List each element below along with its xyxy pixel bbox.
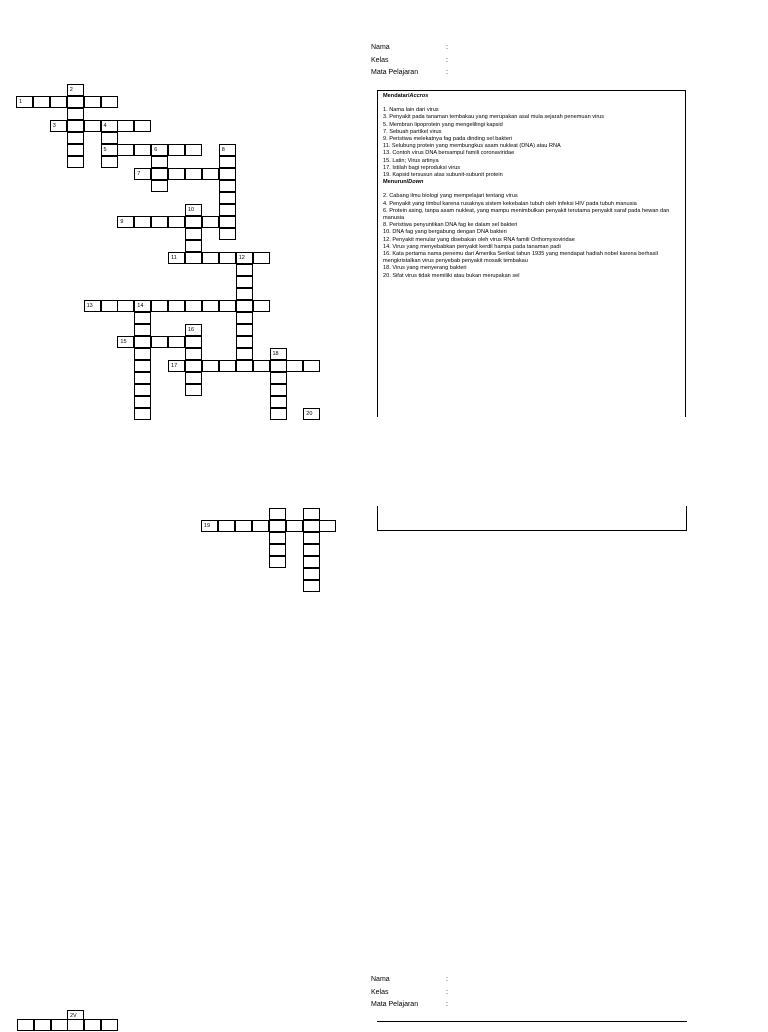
crossword-cell[interactable]	[219, 300, 236, 312]
crossword-cell[interactable]	[236, 348, 253, 360]
clue-number: 12	[238, 255, 245, 261]
crossword-cell[interactable]	[185, 168, 202, 180]
crossword-cell[interactable]	[101, 1019, 118, 1031]
clue-number: 15	[120, 339, 127, 345]
across-clue: 15. Latin; Virus artinya	[383, 157, 439, 164]
crossword-cell[interactable]	[270, 408, 287, 420]
subject-label: Mata Pelajaran	[371, 69, 419, 76]
class-label: Kelas	[371, 988, 389, 996]
crossword-cell[interactable]	[319, 520, 336, 532]
across-clue: 11. Selubung protein yang membungkus asam nukleat (DNA) atau RNA	[383, 143, 561, 150]
name-separator: :	[446, 976, 448, 983]
class-separator: :	[446, 56, 448, 64]
name-label: Nama	[371, 44, 390, 51]
crossword-cell[interactable]	[202, 168, 219, 180]
crossword-cell[interactable]	[185, 372, 202, 384]
across-clue: 3. Penyakit pada tanaman tembakau yang merupakan asal mula sejarah penemuan virus	[383, 114, 605, 121]
down-clue-list	[383, 193, 680, 279]
crossword-cell[interactable]	[219, 192, 236, 204]
crossword-cell[interactable]	[303, 532, 320, 544]
across-clue: 5. Membran lipoprotein yang mengelilingi kapsid	[383, 121, 503, 128]
across-clue-list	[383, 107, 680, 179]
crossword-cell[interactable]	[202, 300, 219, 312]
crossword-cell[interactable]	[84, 120, 101, 132]
crossword-cell[interactable]	[117, 300, 134, 312]
crossword-cell[interactable]	[218, 520, 235, 532]
name-separator: :	[446, 44, 448, 51]
clue-number: 2V	[70, 1013, 77, 1019]
crossword-cell[interactable]	[219, 360, 236, 372]
crossword-cell[interactable]	[269, 508, 286, 520]
crossword-cell[interactable]	[51, 1019, 68, 1031]
clue-number: 13	[86, 303, 93, 309]
crossword-cell[interactable]	[168, 300, 185, 312]
crossword-cell[interactable]	[67, 1019, 84, 1031]
across-clue: 7. Sebuah partikel virus	[383, 128, 442, 135]
clue-number: 20	[306, 411, 313, 417]
across-clue: 9. Peristiwa melekatnya fag pada dinding sel bakteri	[383, 136, 513, 143]
clue-number: 5	[103, 147, 107, 153]
crossword-cell[interactable]	[219, 168, 236, 180]
clue-number: 14	[137, 303, 144, 309]
crossword-cell[interactable]	[185, 228, 202, 240]
crossword-cell[interactable]	[270, 372, 287, 384]
crossword-cell[interactable]	[253, 360, 270, 372]
crossword-cell[interactable]	[303, 580, 320, 592]
clues-panel-next-page	[377, 1021, 687, 1032]
down-clue: 12. Penyakit menular yang disebakan oleh virus RNA famili Orthomyxoviridae	[383, 236, 575, 243]
subject-separator: :	[446, 69, 448, 76]
across-clue: 19. Kapsid tersusun atas subunit-subunit protein	[383, 172, 503, 179]
crossword-cell[interactable]	[67, 108, 84, 120]
crossword-cell[interactable]	[270, 396, 287, 408]
crossword-cell[interactable]	[185, 300, 202, 312]
clue-number: 7	[137, 171, 141, 177]
crossword-cell[interactable]	[84, 96, 101, 108]
down-heading: Menurun/Down	[383, 179, 424, 186]
subject-separator: :	[446, 1001, 448, 1008]
crossword-cell[interactable]	[236, 300, 253, 312]
crossword-cell[interactable]	[269, 532, 286, 544]
crossword-cell[interactable]	[168, 168, 185, 180]
down-clue: 6. Protein asing, tanpa asam nukleat, yang mampu menimbulkan penyakit terutama penyakit saraf pada hewan dan manusia	[383, 207, 670, 222]
crossword-cell[interactable]	[67, 132, 84, 144]
crossword-cell[interactable]	[202, 252, 219, 264]
crossword-cell[interactable]	[34, 1019, 51, 1031]
across-clue: 1. Nama lain dari virus	[383, 107, 439, 114]
crossword-cell[interactable]	[168, 144, 185, 156]
crossword-cell[interactable]	[303, 544, 320, 556]
crossword-cell[interactable]	[270, 384, 287, 396]
down-clue: 18. Virus yang menyerang bakteri	[383, 265, 467, 272]
down-clue: 20. Sifat virus tidak memiliki atau bukan merupakan sel	[383, 272, 520, 279]
crossword-cell[interactable]	[151, 180, 168, 192]
crossword-cell[interactable]	[151, 216, 168, 228]
crossword-cell[interactable]	[117, 144, 134, 156]
crossword-cell[interactable]	[270, 360, 287, 372]
crossword-cell[interactable]	[303, 568, 320, 580]
crossword-cell[interactable]	[151, 156, 168, 168]
crossword-cell[interactable]	[236, 264, 253, 276]
crossword-cell[interactable]	[303, 360, 320, 372]
clue-number: 18	[272, 351, 279, 357]
crossword-cell[interactable]	[185, 240, 202, 252]
across-clue: 13. Contoh virus DNA bersampul famili coronaviridae	[383, 150, 515, 157]
crossword-cell[interactable]	[84, 1019, 101, 1031]
crossword-cell[interactable]	[67, 156, 84, 168]
crossword-cell[interactable]	[134, 336, 151, 348]
crossword-cell[interactable]	[303, 508, 320, 520]
crossword-cell[interactable]	[236, 312, 253, 324]
crossword-cell[interactable]	[101, 96, 118, 108]
crossword-cell[interactable]	[17, 1019, 34, 1031]
crossword-cell[interactable]	[185, 252, 202, 264]
class-label: Kelas	[371, 56, 389, 64]
crossword-cell[interactable]	[269, 520, 286, 532]
clue-number: 4	[103, 123, 107, 129]
crossword-cell[interactable]	[134, 396, 151, 408]
crossword-cell[interactable]	[134, 312, 151, 324]
crossword-cell[interactable]	[303, 556, 320, 568]
clue-number: 2	[69, 87, 73, 93]
clue-number: 6	[154, 147, 158, 153]
crossword-cell[interactable]	[185, 348, 202, 360]
clue-number: 17	[171, 363, 178, 369]
crossword-cell[interactable]	[219, 216, 236, 228]
crossword-cell[interactable]	[67, 120, 84, 132]
across-clue: 17. Istilah bagi reproduksi virus	[383, 164, 461, 171]
crossword-cell[interactable]	[134, 408, 151, 420]
crossword-cell[interactable]	[101, 132, 118, 144]
crossword-cell[interactable]	[134, 216, 151, 228]
down-clue: 8. Peristiwa penyuntikan DNA fag ke dalam sel bakteri	[383, 222, 518, 229]
class-separator: :	[446, 988, 448, 996]
crossword-cell[interactable]	[134, 324, 151, 336]
clues-panel-bottom	[377, 506, 687, 531]
crossword-cell[interactable]	[185, 384, 202, 396]
crossword-cell[interactable]	[219, 204, 236, 216]
down-clue: 10. DNA fag yang bergabung dengan DNA bakteri	[383, 229, 507, 236]
crossword-cell[interactable]	[185, 336, 202, 348]
down-clue: 4. Penyakit yang timbul karena rusaknya sistem kekebalan tubuh oleh infeksi HIV pada tubuh manusia	[383, 200, 637, 207]
crossword-cell[interactable]	[236, 360, 253, 372]
crossword-cell[interactable]	[236, 324, 253, 336]
crossword-cell[interactable]	[286, 360, 303, 372]
clue-number: 1	[19, 99, 23, 105]
crossword-cell[interactable]	[101, 300, 118, 312]
crossword-cell[interactable]	[134, 120, 151, 132]
crossword-cell[interactable]	[134, 372, 151, 384]
crossword-cell[interactable]	[236, 276, 253, 288]
name-label: Nama	[371, 976, 390, 983]
crossword-cell[interactable]	[151, 168, 168, 180]
crossword-cell[interactable]	[202, 360, 219, 372]
crossword-cell[interactable]	[134, 144, 151, 156]
crossword-cell[interactable]	[269, 544, 286, 556]
crossword-cell[interactable]	[219, 252, 236, 264]
crossword-cell[interactable]	[33, 96, 50, 108]
crossword-cell[interactable]	[219, 156, 236, 168]
clue-number: 16	[188, 327, 195, 333]
crossword-cell[interactable]	[219, 228, 236, 240]
crossword-cell[interactable]	[235, 520, 252, 532]
crossword-cell[interactable]	[151, 336, 168, 348]
crossword-cell[interactable]	[253, 252, 270, 264]
clue-number: 9	[120, 219, 124, 225]
crossword-cell[interactable]	[50, 96, 67, 108]
clue-number: 19	[204, 523, 211, 529]
crossword-cell[interactable]	[286, 520, 303, 532]
crossword-cell[interactable]	[168, 216, 185, 228]
crossword-cell[interactable]	[236, 288, 253, 300]
crossword-cell[interactable]	[252, 520, 269, 532]
crossword-cell[interactable]	[151, 300, 168, 312]
crossword-cell[interactable]	[134, 360, 151, 372]
crossword-cell[interactable]	[202, 216, 219, 228]
crossword-cell[interactable]	[67, 144, 84, 156]
crossword-cell[interactable]	[168, 336, 185, 348]
clue-number: 11	[171, 255, 177, 261]
down-clue: 2. Cabang ilmu biologi yang mempelajari tentang virus	[383, 193, 518, 200]
crossword-cell[interactable]	[117, 120, 134, 132]
crossword-cell[interactable]	[253, 300, 270, 312]
crossword-cell[interactable]	[269, 556, 286, 568]
clue-number: 10	[188, 207, 195, 213]
subject-label: Mata Pelajaran	[371, 1001, 419, 1008]
across-heading: Mendatar/Accros	[383, 93, 429, 99]
clues-panel	[377, 90, 686, 417]
crossword-cell[interactable]	[185, 216, 202, 228]
crossword-cell[interactable]	[134, 348, 151, 360]
clue-number: 8	[221, 147, 225, 153]
crossword-cell[interactable]	[219, 180, 236, 192]
crossword-cell[interactable]	[101, 156, 118, 168]
clue-number: 3	[52, 123, 56, 129]
crossword-cell[interactable]	[185, 360, 202, 372]
crossword-cell[interactable]	[67, 96, 84, 108]
crossword-cell[interactable]	[185, 144, 202, 156]
crossword-cell[interactable]	[303, 520, 320, 532]
down-clue: 14. Virus yang menyebabkan penyakit kerdil hampa pada tanaman padi	[383, 243, 561, 250]
down-clue: 16. Kata pertama nama penemu dari Amerika Serikat tahun 1935 yang mendapat hadiah nobel karena berhasil mengkristalkan virus penyebab penyakit mosaik tembakau	[383, 251, 658, 265]
crossword-cell[interactable]	[134, 384, 151, 396]
crossword-cell[interactable]	[236, 336, 253, 348]
